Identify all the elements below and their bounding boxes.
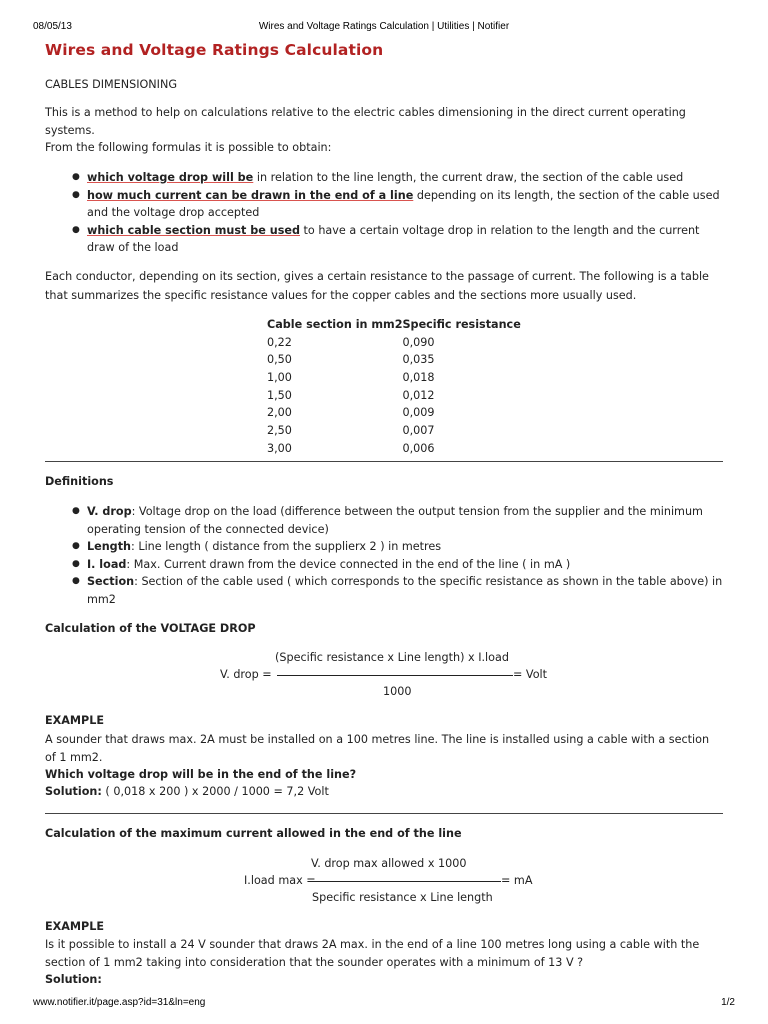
page-url: www.notifier.it/page.asp?id=31&ln=eng (33, 997, 206, 1008)
voltage-drop-formula (45, 649, 723, 703)
max-current-formula (45, 855, 723, 909)
max-current-link[interactable]: how much current can be drawn in the end of a line (87, 188, 414, 202)
cable-section-link[interactable]: which cable section must be used (87, 223, 300, 237)
definitions-list (45, 503, 723, 608)
intro-paragraph: This is a method to help on calculations relative to the electric cables dimensioning in the direct current operating systems. (45, 106, 686, 137)
resistance-cell: 0,012 (402, 388, 435, 402)
section-cell: 0,22 (267, 335, 292, 349)
table-header-row (267, 316, 521, 334)
fraction-bar (277, 675, 513, 676)
definition-term: Section (87, 575, 135, 588)
article-subtitle: CABLES DIMENSIONING (45, 78, 178, 91)
table-row (267, 387, 521, 405)
resistance-cell: 0,018 (402, 370, 435, 384)
example-text: A sounder that draws max. 2A must be installed on a 100 metres line. The line is installed using a cable with a section of 1 mm2. (45, 733, 710, 764)
article-title: Wires and Voltage Ratings Calculation (45, 41, 384, 59)
list-item (45, 573, 723, 608)
voltage-drop-link[interactable]: which voltage drop will be (87, 171, 254, 184)
resistance-cell: 0,090 (402, 335, 435, 349)
solution-text: ( 0,018 x 200 ) x 2000 / 1000 = 7,2 Volt (101, 785, 329, 798)
list-item (45, 538, 723, 556)
table-row (267, 351, 521, 369)
resistance-cell: 0,006 (402, 441, 435, 455)
definition-text: : Max. Current drawn from the device connected in the end of the line ( in mA ) (126, 557, 571, 571)
divider (45, 813, 723, 814)
print-date: 08/05/13 (33, 21, 72, 32)
table-row (267, 404, 521, 422)
max-current-heading: Calculation of the maximum current allowed in the end of the line (45, 827, 462, 840)
list-item (45, 556, 723, 574)
example-solution (45, 783, 723, 801)
resistance-intro: Each conductor, depending on its section, gives a certain resistance to the passage of current. The following is a table that summarizes the specific resistance values for the copper cables and the sections more usually used. (45, 270, 709, 302)
definition-text: : Voltage drop on the load (difference between the output tension from the supplier and the minimum operating tension of the connected device) (87, 505, 703, 536)
list-item-text: to have a certain voltage drop in relation to the length and the current draw of the load (87, 223, 700, 254)
example-question: Which voltage drop will be in the end of the line? (45, 768, 357, 781)
solution-label: Solution: (45, 785, 102, 798)
page-number: 1/2 (721, 997, 735, 1008)
list-item-text: depending on its length, the section of the cable used and the voltage drop accepted (87, 188, 720, 219)
formula-lhs: V. drop = (220, 668, 272, 681)
formula-numerator: (Specific resistance x Line length) x I.load (275, 651, 509, 664)
definition-term: I. load (87, 557, 127, 571)
resistance-cell: 0,035 (402, 353, 435, 367)
resistance-cell: 0,007 (402, 424, 435, 438)
divider (45, 461, 723, 462)
voltage-drop-heading: Calculation of the VOLTAGE DROP (45, 622, 256, 635)
formula-denominator: Specific resistance x Line length (312, 891, 493, 904)
column-header-resistance: Specific resistance (402, 318, 521, 331)
print-header (33, 18, 735, 32)
formula-denominator: 1000 (383, 685, 412, 698)
intro-line: From the following formulas it is possible to obtain: (45, 141, 332, 154)
example-heading: EXAMPLE (45, 714, 105, 727)
formula-rhs: = mA (501, 874, 533, 887)
list-item-text: in relation to the line length, the current draw, the section of the cable used (253, 171, 684, 184)
table-row (267, 334, 521, 352)
resistance-table (267, 316, 521, 457)
definitions-heading: Definitions (45, 475, 114, 488)
section-cell: 1,50 (267, 388, 292, 402)
section-cell: 2,50 (267, 424, 292, 438)
section-cell: 3,00 (267, 441, 292, 455)
example-heading: EXAMPLE (45, 920, 105, 933)
table-row (267, 440, 521, 458)
table-row (267, 369, 521, 387)
definition-text: : Section of the cable used ( which corresponds to the specific resistance as shown in the table above) in mm2 (87, 575, 723, 606)
print-footer (33, 994, 735, 1008)
list-item (45, 503, 723, 538)
formula-lhs: I.load max = (244, 874, 316, 887)
example-text: Is it possible to install a 24 V sounder that draws 2A max. in the end of a line 100 metres long using a cable with the section of 1 mm2 taking into consideration that the sounder operates with a minimum of 13 V ? (45, 938, 700, 969)
formula-numerator: V. drop max allowed x 1000 (311, 857, 467, 870)
definition-term: V. drop (87, 505, 132, 518)
print-page-title: Wires and Voltage Ratings Calculation | Utilities | Notifier (258, 21, 510, 32)
definition-term: Length (87, 540, 132, 553)
resistance-cell: 0,009 (402, 406, 435, 420)
list-item (45, 222, 723, 257)
section-cell: 2,00 (267, 406, 292, 420)
section-cell: 0,50 (267, 353, 292, 367)
solution-label: Solution: (45, 973, 102, 986)
list-item (45, 169, 723, 187)
section-cell: 1,00 (267, 370, 292, 384)
column-header-section: Cable section in mm2 (267, 318, 403, 331)
list-item (45, 187, 723, 222)
definition-text: : Line length ( distance from the supplierx 2 ) in metres (131, 540, 442, 553)
formula-rhs: = Volt (513, 668, 548, 681)
table-row (267, 422, 521, 440)
obtain-list (45, 169, 723, 257)
fraction-bar (311, 881, 501, 882)
